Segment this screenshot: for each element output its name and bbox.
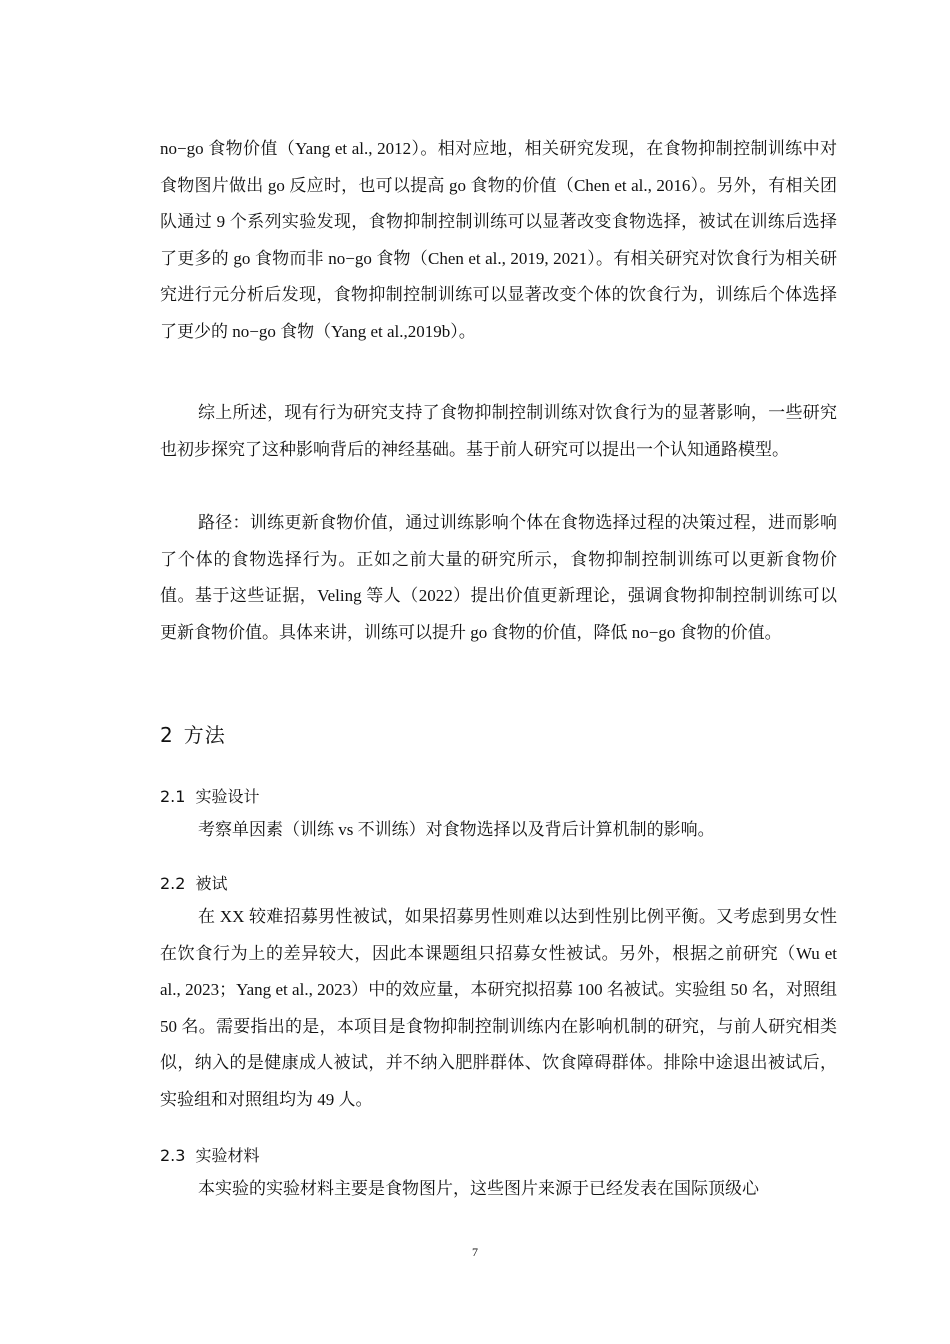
paragraph-participants: 在 XX 较难招募男性被试，如果招募男性则难以达到性别比例平衡。又考虑到男女性在饮食行为上的差异较大，因此本课题组只招募女性被试。另外，根据之前研究（Wu et al., 2023；Yang et al., 2023）中的效应量，本研究拟招募 100 名被试。实验组 50 名，对照组 50 名。需要指出的是，本项目是食物抑制控制训练内在影响机制的研究，与前人研究相类似，纳入的是健康成人被试，并不纳入肥胖群体、饮食障碍群体。排除中途退出被试后，实验组和对照组均为 49 人。 [160, 907, 837, 1109]
paragraph-design: 考察单因素（训练 vs 不训练）对食物选择以及背后计算机制的影响。 [198, 820, 715, 839]
subsection-number: 2.2 [160, 874, 186, 893]
page-number: 7 [472, 1245, 478, 1259]
subsection-number: 2.1 [160, 787, 186, 806]
section-number: 2 [160, 723, 174, 747]
subsection-heading-participants [160, 871, 227, 894]
subsection-title: 被试 [195, 874, 228, 893]
subsection-title: 实验设计 [195, 787, 260, 806]
subsection-heading-materials [160, 1143, 259, 1166]
subsection-title: 实验材料 [195, 1146, 260, 1165]
paragraph-summary: 综上所述，现有行为研究支持了食物抑制控制训练对饮食行为的显著影响，一些研究也初步探究了这种影响背后的神经基础。基于前人研究可以提出一个认知通路模型。 [160, 403, 837, 459]
paragraph-pathway: 路径：训练更新食物价值，通过训练影响个体在食物选择过程的决策过程，进而影响了个体的食物选择行为。正如之前大量的研究所示，食物抑制控制训练可以更新食物价值。基于这些证据，Veling 等人（2022）提出价值更新理论，强调食物抑制控制训练可以更新食物价值。具体来讲，训练可以提升 go 食物的价值，降低 no−go 食物的价值。 [160, 513, 837, 642]
section-heading-methods [160, 719, 226, 748]
paragraph-materials: 本实验的实验材料主要是食物图片，这些图片来源于已经发表在国际顶级心 [198, 1179, 759, 1198]
paragraph-intro-continued: no−go 食物价值（Yang et al., 2012）。相对应地，相关研究发现，在食物抑制控制训练中对食物图片做出 go 反应时，也可以提高 go 食物的价值（Chen et al., 2016）。另外，有相关团队通过 9 个系列实验发现，食物抑制控制训练可以显著改变食物选择，被试在训练后选择了更多的 go 食物而非 no−go 食物（Chen et al., 2019, 2021）。有相关研究对饮食行为相关研究进行元分析后发现，食物抑制控制训练可以显著改变个体的饮食行为，训练后个体选择了更少的 no−go 食物（Yang et al.,2019b）。 [160, 139, 837, 341]
subsection-number: 2.3 [160, 1146, 186, 1165]
section-title: 方法 [183, 723, 226, 747]
subsection-heading-design [160, 784, 259, 807]
